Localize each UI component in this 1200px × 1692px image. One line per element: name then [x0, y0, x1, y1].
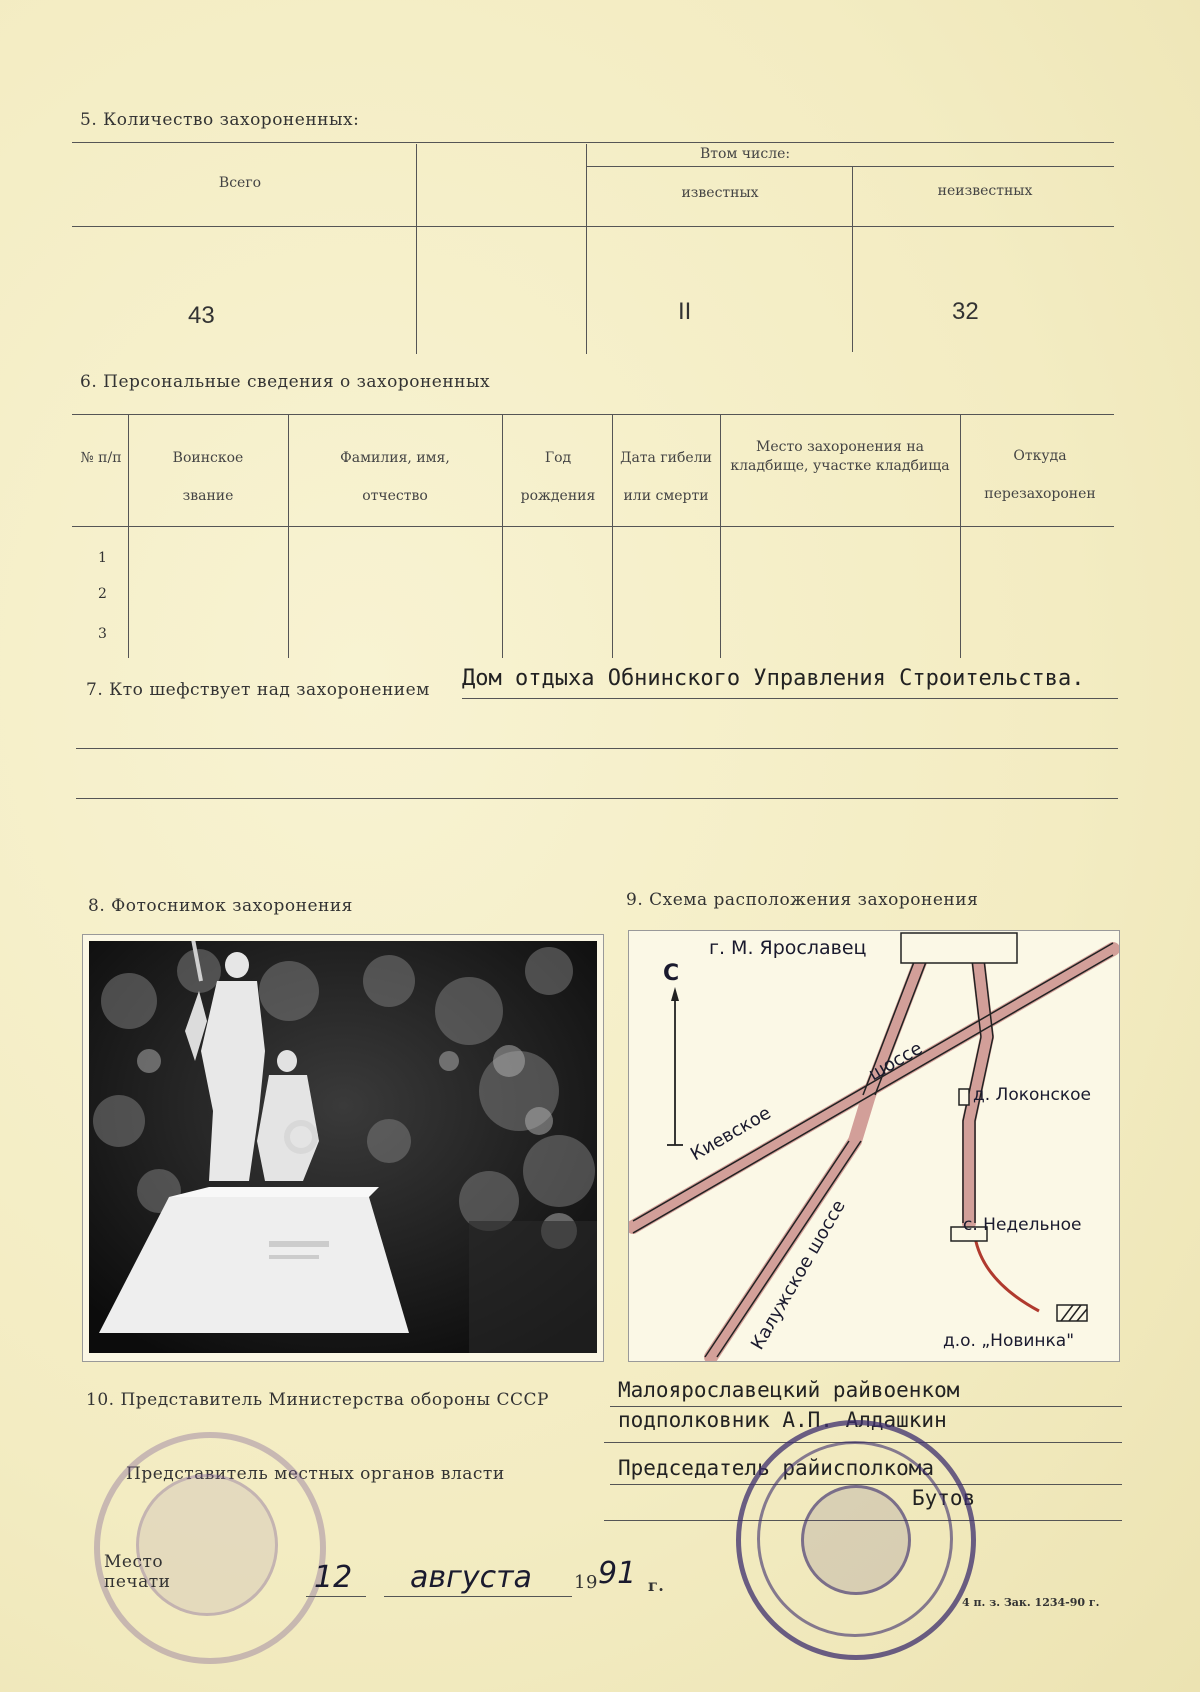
date-day: 12: [314, 1560, 353, 1595]
date-month: августа: [410, 1560, 532, 1595]
local-representative-line2: Бутов: [912, 1486, 976, 1510]
unknown-buried-value: 32: [952, 298, 979, 325]
map-frame: [628, 930, 1120, 1362]
date-year-suffix: 91: [598, 1556, 637, 1591]
col-birth-year-header: Год рождения: [520, 450, 596, 504]
official-seal: [736, 1420, 976, 1660]
section-6-title: 6. Персональные сведения о захороненных: [80, 372, 491, 392]
local-authority-label: Представитель местных органов власти: [126, 1464, 505, 1484]
mo-line-1: [610, 1406, 1122, 1407]
table5-vline-1: [416, 144, 417, 354]
table6-vline-3: [502, 414, 503, 658]
seal-place-line1: Место: [104, 1552, 164, 1572]
col-name-header: Фамилия, имя, отчество: [340, 450, 450, 504]
map-north-label: С: [663, 961, 680, 986]
map-village-nedelnoe: с. Недельное: [963, 1215, 1082, 1235]
col-burial-place-header: Место захоронения на кладбище, участке кладбища: [730, 439, 950, 474]
photo-frame: [82, 934, 604, 1362]
section-8-title: 8. Фотоснимок захоронения: [88, 896, 353, 916]
col-including-header: Втом числе:: [700, 146, 791, 162]
blank-line-1: [76, 748, 1118, 749]
map-kiev-road-label-2: шоссе: [865, 1037, 927, 1086]
local-representative-line1: Председатель райисполкома: [618, 1456, 935, 1480]
row-number-1: 1: [98, 550, 107, 566]
date-day-line: [306, 1596, 366, 1597]
map-kiev-road-label: Киевское: [687, 1102, 775, 1166]
map-resort-novinka: д.о. „Новинка": [943, 1331, 1075, 1351]
col-rank-header: Воинское звание: [172, 450, 244, 504]
row-number-2: 2: [98, 586, 107, 602]
col-total-header: Всего: [218, 175, 262, 191]
mo-representative-line2: подполковник А.П. Алдашкин: [618, 1408, 947, 1432]
table6-vline-4: [612, 414, 613, 658]
table6-vline-6: [960, 414, 961, 658]
col-unknown-header: неизвестных: [937, 183, 1033, 199]
table5-top-line: [72, 142, 1114, 143]
map-city-label: г. М. Ярославец: [709, 937, 867, 959]
col-death-date-header: Дата гибели или смерти: [620, 450, 712, 504]
section-7-label: 7. Кто шефствует над захоронением: [86, 680, 430, 700]
patron-organization: Дом отдыха Обнинского Управления Строительства.: [462, 666, 1085, 691]
total-buried-value: 43: [188, 302, 215, 329]
patron-line: [462, 698, 1118, 699]
date-month-line: [384, 1596, 572, 1597]
faded-stamp-left: [94, 1432, 326, 1664]
col-reburied-from-header: Откуда перезахоронен: [984, 448, 1096, 502]
blank-line-2: [76, 798, 1118, 799]
print-order-note: 4 п. з. Зак. 1234-90 г.: [962, 1596, 1100, 1609]
seal-place-label: [104, 1552, 171, 1593]
table5-header-line: [72, 226, 1114, 227]
table6-top-line: [72, 414, 1114, 415]
seal-place-line2: печати: [104, 1572, 171, 1593]
map-village-lokonskoe: д. Локонское: [973, 1085, 1092, 1105]
col-number-header: № п/п: [80, 450, 122, 466]
mo-representative-line1: Малоярославецкий райвоенком: [618, 1378, 960, 1402]
row-number-3: 3: [98, 626, 107, 642]
table6-vline-1: [128, 414, 129, 658]
table6-header-line: [72, 526, 1114, 527]
date-year-prefix: 19: [574, 1572, 598, 1593]
section-9-title: 9. Схема расположения захоронения: [626, 890, 979, 910]
memorial-photo: [89, 941, 597, 1353]
known-buried-value: II: [678, 298, 692, 325]
date-suffix: г.: [648, 1576, 665, 1595]
map-kaluga-road-label: Калужское шоссе: [747, 1196, 850, 1354]
table5-sub-line: [586, 166, 1114, 167]
col-known-header: известных: [681, 185, 759, 201]
table6-vline-5: [720, 414, 721, 658]
section-10-label: 10. Представитель Министерства обороны СССР: [86, 1390, 549, 1410]
table6-vline-2: [288, 414, 289, 658]
table5-vline-2: [586, 144, 587, 354]
section-5-title: 5. Количество захороненных:: [80, 110, 360, 130]
table5-vline-3: [852, 166, 853, 352]
